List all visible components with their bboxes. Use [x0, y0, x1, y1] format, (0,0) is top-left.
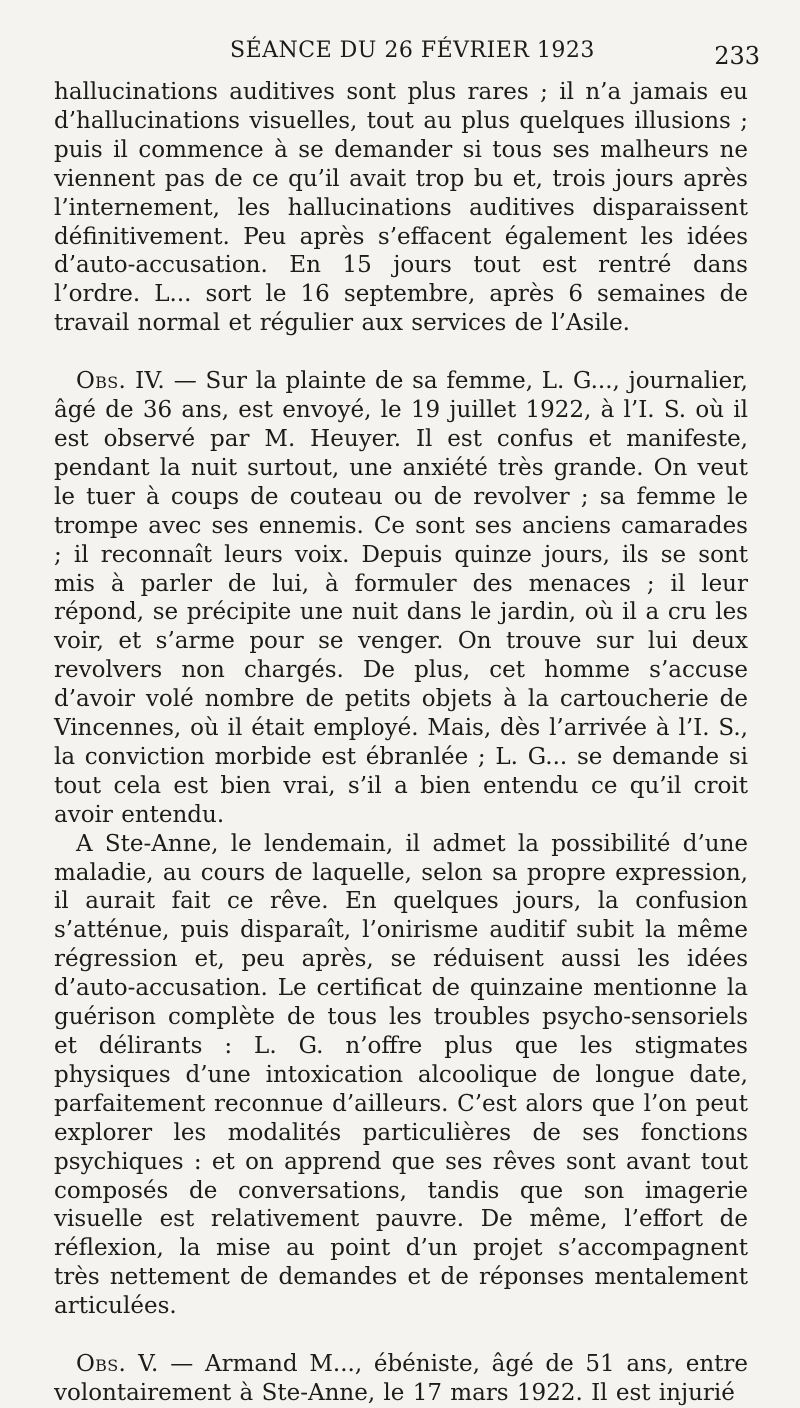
paragraph-continuation: hallucinations auditives sont plus rares ; il n’a jamais eu d’hallucinations visuelles, tout au plus quelques illusions ; puis il commence à se demander si tous ses malheurs ne viennent pas de ce qu’il avait trop bu et, trois jours après l’internement, les hallucinations auditives disparaissent définitivement. Peu après s’effacent également les idées d’auto-accusation. En 15 jours tout est rentré dans l’ordre. L... sort le 16 septembre, après 6 semaines de travail normal et régulier aux services de l’Asile. — [54, 79, 748, 337]
observation-text: — Armand M..., ébéniste, âgé de 51 ans, entre volontairement à Ste-Anne, le 17 mars 1922. Il est injurié — [54, 1351, 748, 1406]
observation-text: — Sur la plainte de sa femme, L. G..., journalier, âgé de 36 ans, est envoyé, le 19 juillet 1922, à l’I. S. où il est observé par M. Heuyer. Il est confus et manifeste, pendant la nuit surtout, une anxiété très grande. On veut le tuer à coups de couteau ou de revolver ; sa femme le trompe avec ses ennemis. Ce sont ses anciens camarades ; il reconnaît leurs voix. Depuis quinze jours, ils se sont mis à parler de lui, à formuler des menaces ; il leur répond, se précipite une nuit dans le jardin, où il a cru les voir, et s’arme pour se venger. On trouve sur lui deux revolvers non chargés. De plus, cet homme s’accuse d’avoir volé nombre de petits objets à la cartoucherie de Vincennes, où il était employé. Mais, dès l’arrivée à l’I. S., la conviction morbide est ébranlée ; L. G... se demande si tout cela est bien vrai, s’il a bien entendu ce qu’il croit avoir entendu. — [54, 368, 748, 828]
page-number: 233 — [714, 42, 760, 70]
page-header — [54, 0, 760, 78]
observation-label: Obs. IV. — [76, 368, 165, 395]
observation-label: Obs. V. — [76, 1351, 159, 1378]
paragraph-observation-4 — [54, 367, 748, 830]
paragraph-observation-5 — [54, 1350, 748, 1408]
paragraph-ste-anne: A Ste-Anne, le lendemain, il admet la possibilité d’une maladie, au cours de laquelle, selon sa propre expression, il aurait fait ce rêve. En quelques jours, la confusion s’atténue, puis disparaît, l’onirisme auditif subit la même régression et, peu après, se réduisent aussi les idées d’auto-accusation. Le certificat de quinzaine mentionne la guérison complète de tous les troubles psycho-sensoriels et délirants : L. G. n’offre plus que les stigmates physiques d’une intoxication alcoolique de longue date, parfaitement reconnue d’ailleurs. C’est alors que l’on peut explorer les modalités particulières de ses fonctions psychiques : et on apprend que ses rêves sont avant tout composés de conversations, tandis que son imagerie visuelle est relativement pauvre. De même, l’effort de réflexion, la mise au point d’un projet s’accompagnent très nettement de demandes et de réponses mentalement articulées. — [54, 830, 748, 1320]
running-title: SÉANCE DU 26 FÉVRIER 1923 — [230, 38, 595, 63]
